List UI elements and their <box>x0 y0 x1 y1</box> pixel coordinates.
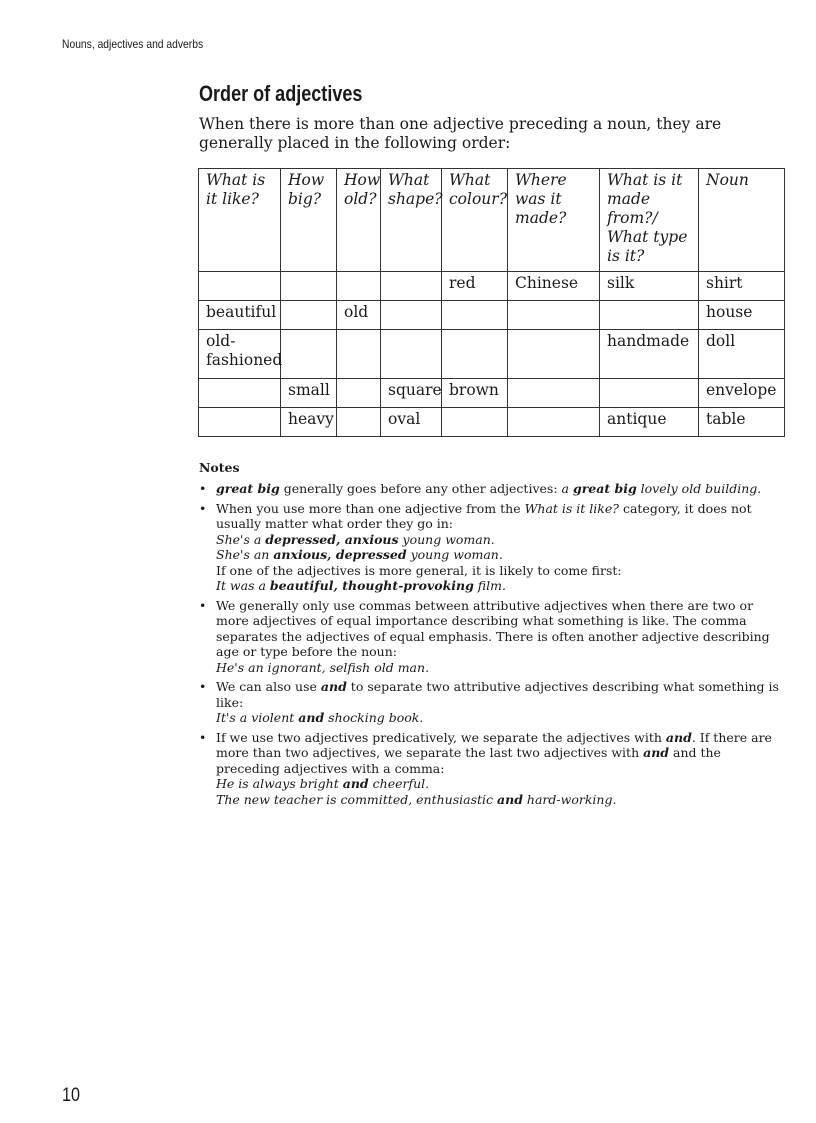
table-row <box>199 272 785 301</box>
header-made-from-type: What is it made from?/ What type is it? <box>600 169 699 272</box>
table-cell <box>508 379 600 408</box>
table-cell: old-fashioned <box>199 330 281 379</box>
table-cell: silk <box>600 272 699 301</box>
table-cell <box>381 330 442 379</box>
table-cell <box>508 330 600 379</box>
page-number: 10 <box>62 1085 80 1106</box>
table-cell <box>199 408 281 437</box>
note-text: When you use more than one adjective from the What is it like? category, it does not usually matter what order they go in: <box>216 500 752 531</box>
note-example: He is always bright and cheerful. <box>216 776 430 791</box>
table-row <box>199 408 785 437</box>
header-what-shape: What shape? <box>381 169 442 272</box>
table-cell: house <box>699 301 785 330</box>
note-example: The new teacher is committed, enthusiastic and hard-working. <box>216 791 617 807</box>
note-text: If one of the adjectives is more general, it is likely to come first: <box>216 562 622 578</box>
table-cell <box>381 272 442 301</box>
header-how-old: How old? <box>337 169 381 272</box>
table-row <box>199 301 785 330</box>
header-noun: Noun <box>699 169 785 272</box>
header-what-is-it-like: What is it like? <box>199 169 281 272</box>
table-cell: oval <box>381 408 442 437</box>
table-row <box>199 330 785 379</box>
table-cell <box>600 301 699 330</box>
bullet-icon: • <box>199 481 207 496</box>
table-cell: antique <box>600 408 699 437</box>
note-text: If we use two adjectives predicatively, we separate the adjectives with and. If there are more than two adjectives, we separate the last two adjectives with and and the preceding adjectives with a comma: <box>216 729 772 776</box>
note-example: She's a depressed, anxious young woman. <box>216 531 495 547</box>
table-cell: heavy <box>281 408 337 437</box>
table-cell <box>337 379 381 408</box>
note-item <box>199 679 784 726</box>
table-cell <box>199 379 281 408</box>
bullet-icon: • <box>199 597 207 613</box>
header-what-colour: What colour? <box>442 169 508 272</box>
table-cell: brown <box>442 379 508 408</box>
table-cell: doll <box>699 330 785 379</box>
note-example: It's a violent and shocking book. <box>216 710 424 725</box>
table-cell <box>199 272 281 301</box>
table-cell <box>281 330 337 379</box>
table-cell <box>381 301 442 330</box>
header-where-made: Where was it made? <box>508 169 600 272</box>
table-header-row <box>199 169 785 272</box>
intro-text: When there is more than one adjective preceding a noun, they are generally placed in the following order: <box>199 115 722 152</box>
bullet-icon: • <box>199 679 207 694</box>
table-cell: table <box>699 408 785 437</box>
table-cell: beautiful <box>199 301 281 330</box>
note-text: We generally only use commas between attributive adjectives when there are two or more adjectives of equal importance describing what something is like. The comma separates the adjectives of equal emphasis. There is often another adjective describing age or type before the noun: <box>216 597 770 659</box>
table-cell: shirt <box>699 272 785 301</box>
note-item <box>199 598 784 676</box>
section-title: Order of adjectives <box>199 81 363 106</box>
table-cell: handmade <box>600 330 699 379</box>
table-cell <box>508 301 600 330</box>
table-cell <box>600 379 699 408</box>
note-item <box>199 501 784 594</box>
note-text: We can also use and to separate two attributive adjectives describing what something is like: <box>216 679 779 710</box>
table-row <box>199 379 785 408</box>
bullet-icon: • <box>199 500 207 516</box>
table-cell <box>337 272 381 301</box>
adjective-order-table <box>198 168 785 437</box>
table-cell: Chinese <box>508 272 600 301</box>
table-cell <box>442 330 508 379</box>
table-cell: red <box>442 272 508 301</box>
notes-heading: Notes <box>199 460 240 475</box>
note-example: She's an anxious, depressed young woman. <box>216 547 503 562</box>
table-cell <box>442 301 508 330</box>
bullet-icon: • <box>199 729 207 745</box>
notes-list <box>199 481 784 811</box>
table-cell <box>442 408 508 437</box>
table-cell <box>281 301 337 330</box>
note-item <box>199 730 784 808</box>
table-cell: old <box>337 301 381 330</box>
table-cell <box>337 330 381 379</box>
header-how-big: How big? <box>281 169 337 272</box>
note-example: He's an ignorant, selfish old man. <box>216 659 430 675</box>
table-cell <box>281 272 337 301</box>
running-header: Nouns, adjectives and adverbs <box>62 37 204 51</box>
table-cell: small <box>281 379 337 408</box>
table-cell <box>508 408 600 437</box>
table-cell <box>337 408 381 437</box>
note-item <box>199 481 784 497</box>
table-cell: envelope <box>699 379 785 408</box>
note-text: great big generally goes before any other adjectives: a great big lovely old building. <box>216 481 762 496</box>
note-example: It was a beautiful, thought-provoking film. <box>216 578 506 593</box>
table-cell: square <box>381 379 442 408</box>
